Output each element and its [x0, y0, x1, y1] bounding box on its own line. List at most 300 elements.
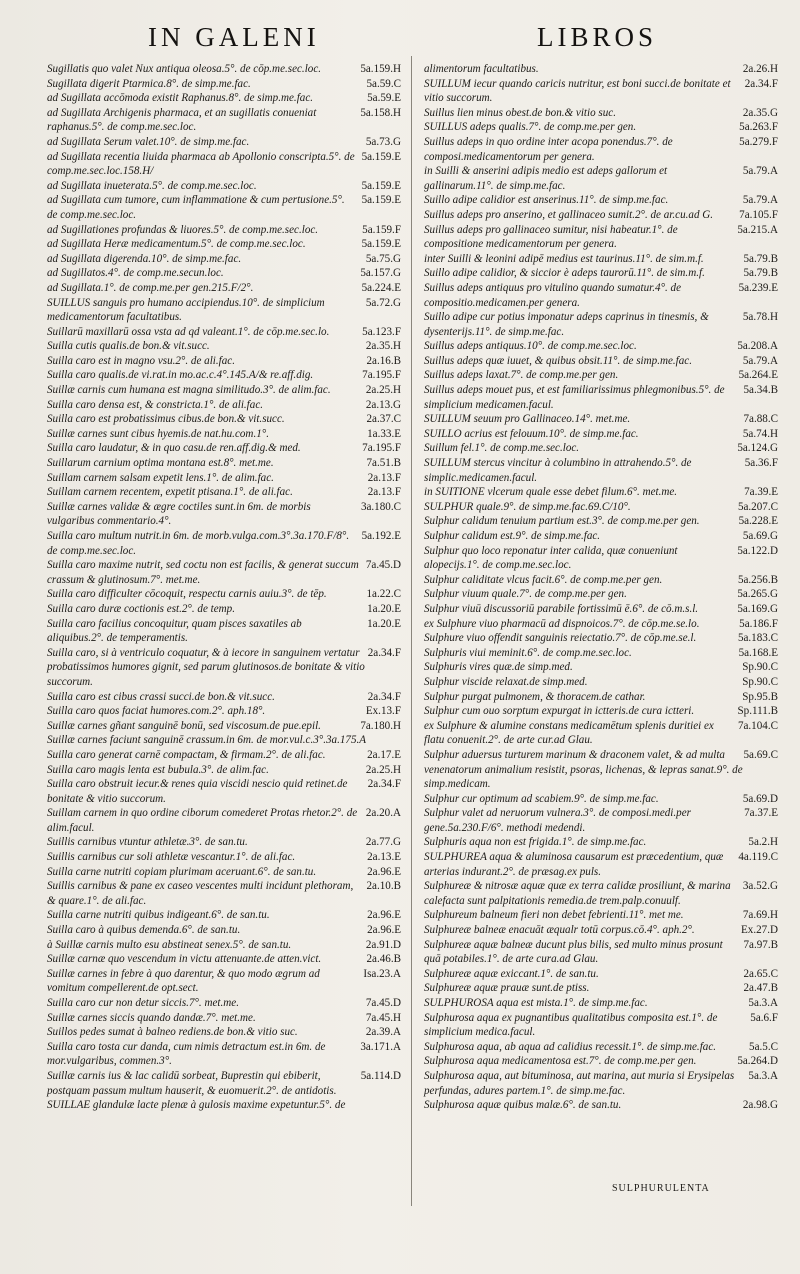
index-entry: [47, 923, 405, 938]
index-entry: [47, 368, 405, 383]
index-entry-reference: 5a.72.G: [365, 296, 401, 309]
index-entry: [424, 646, 782, 661]
index-entry-text: Suilla caro laudatur, & in quo casu.de ren.aff.dig.& med.: [47, 442, 301, 455]
header-left: IN GALENI: [148, 22, 320, 52]
index-entry-text: Suillis carnibus cur soli athletæ vescantur.1°. de ali.fac.: [47, 851, 296, 864]
index-entry-text: SUILLO acrius est felouum.10°. de simp.me.fac.: [424, 427, 639, 440]
index-entry: [424, 310, 782, 339]
index-entry-reference: 5a.6.F: [750, 1011, 778, 1024]
index-entry-text: ad Sugillata Serum valet.10°. de simp.me.fac.: [47, 135, 250, 148]
index-entry: [47, 237, 405, 252]
index-entry-reference: 5a.69.D: [742, 792, 778, 805]
index-entry-text: ad Sugillata.1°. de comp.me.per gen.215.F/2°.: [47, 281, 254, 294]
index-entry-reference: Sp.90.C: [742, 661, 778, 674]
index-entry-reference: 2a.46.B: [366, 953, 401, 966]
index-entry-reference: 1a.33.E: [367, 427, 401, 440]
index-entry-reference: 1a.20.E: [367, 602, 401, 615]
index-entry-reference: 5a.264.D: [737, 1055, 778, 1068]
index-entry: [424, 792, 782, 807]
index-entry-reference: 5a.124.G: [737, 442, 778, 455]
index-entry: [47, 748, 405, 763]
index-entry-reference: 5a.75.G: [365, 252, 401, 265]
index-entry-reference: 2a.39.A: [365, 1026, 401, 1039]
index-entry: [424, 106, 782, 121]
index-entry-reference: 7a.97.B: [743, 938, 778, 951]
index-entry-reference: 7a.69.H: [742, 909, 778, 922]
index-entry: [47, 266, 405, 281]
index-entry: [424, 1011, 782, 1040]
index-entry-reference: 2a.34.F: [367, 690, 401, 703]
index-entry-reference: 2a.10.B: [366, 880, 401, 893]
index-entry-reference: 2a.34.F: [744, 77, 778, 90]
index-entry-reference: 5a.264.E: [738, 369, 778, 382]
index-entry: [47, 835, 405, 850]
index-entry: [424, 77, 782, 106]
index-entry-reference: 5a.159.E: [361, 194, 401, 207]
index-entry-text: Suilla caro est in magno vsu.2°. de ali.fac.: [47, 354, 235, 367]
index-entry-text: ad Sugillata accōmoda existit Raphanus.8°. de simp.me.fac.: [47, 92, 314, 105]
index-entry-text: Suillæ carnes validæ & ægre coctiles sunt.in 6m. de morbis vulgaribus commentario.4°.: [47, 500, 311, 528]
index-entry: [424, 354, 782, 369]
index-entry-reference: Ex.27.D: [741, 924, 778, 937]
index-column-left: [47, 62, 405, 1113]
index-entry-reference: 7a.39.E: [744, 486, 778, 499]
index-entry-text: SULPHUREA aqua & aluminosa causarum est præcedentium, quæ arterias indurant.2°. de præsag.ex puls.: [424, 851, 724, 878]
index-entry-text: ex Sulphure viuo pharmacū ad dispnoicos.7°. de cōp.me.se.lo.: [424, 617, 700, 630]
index-entry: [47, 952, 405, 967]
index-entry-reference: 2a.34.F: [367, 778, 401, 791]
index-entry: [47, 106, 405, 135]
index-entry-reference: 7a.45.H: [365, 1011, 401, 1024]
index-entry-text: Suilla carne nutriti copiam plurimam aceruant.6°. de san.tu.: [47, 865, 317, 878]
index-entry: [47, 865, 405, 880]
index-entry: [424, 617, 782, 632]
index-entry-reference: 5a.3.A: [748, 997, 778, 1009]
index-entry: [47, 617, 405, 646]
index-entry-text: Sulphur viscide relaxat.de simp.med.: [424, 675, 588, 688]
index-entry: [424, 675, 782, 690]
index-entry-reference: 2a.16.B: [366, 354, 401, 367]
index-entry-reference: 2a.65.C: [743, 967, 778, 980]
index-entry: [47, 135, 405, 150]
index-entry-reference: 2a.17.E: [367, 748, 401, 761]
column-divider: [411, 56, 412, 1206]
index-entry-text: Sulphuris vires quæ.de simp.med.: [424, 661, 573, 674]
index-entry-text: Sulphur caliditate vlcus facit.6°. de comp.me.per gen.: [424, 573, 663, 586]
index-entry: [424, 967, 782, 982]
index-entry-text: Suillus adeps quæ iuuet, & quibus obsit.11°. de simp.me.fac.: [424, 354, 693, 367]
index-entry-text: Suillæ carnis cum humana est magna similitudo.3°. de alim.fac.: [47, 384, 331, 397]
index-entry-reference: 5a.79.B: [743, 252, 778, 265]
index-entry-text: Sulphur purgat pulmonem, & thoracem.de cathar.: [424, 690, 646, 703]
index-entry: [47, 996, 405, 1011]
index-entry-text: Suillus adeps mouet pus, et est familiarissimus phlegmonibus.5°. de simplicium medicamen.facul.: [424, 384, 725, 411]
index-entry-text: Sulphur viuū discussoriū parabile fortissimū ē.6°. de cō.m.s.l.: [424, 602, 699, 615]
index-entry-reference: 3a.180.C: [360, 500, 401, 513]
index-entry-reference: 2a.20.A: [365, 807, 401, 820]
index-entry-text: Suillæ carnæ quo vescendum in victu attenuante.de atten.vict.: [47, 953, 322, 966]
index-entry-reference: 5a.69.C: [743, 748, 778, 761]
index-entry-reference: 5a.263.F: [739, 121, 778, 134]
index-entry-text: ad Sugillata cum tumore, cum inflammatione & cum pertusione.5°. de comp.me.sec.loc.: [47, 194, 345, 221]
index-entry: [47, 1040, 405, 1069]
index-entry-reference: 2a.47.B: [743, 982, 778, 995]
index-entry: [47, 558, 405, 587]
index-entry-text: Sulphur cur optimum ad scabiem.9°. de simp.me.fac.: [424, 792, 659, 805]
index-entry-text: Suillæ carnes faciunt sanguinē crassum.in 6m. de mor.vul.c.3°.3a.175.A: [47, 734, 367, 747]
index-entry: [47, 763, 405, 778]
index-entry-text: Suilla caro difficulter cōcoquit, respectu carnis auiu.3°. de tēp.: [47, 588, 327, 601]
index-entry-reference: 5a.169.G: [737, 602, 778, 615]
index-entry-reference: 5a.73.G: [365, 135, 401, 148]
index-entry: [424, 806, 782, 835]
index-entry-text: Suillus adeps antiquus.10°. de comp.me.sec.loc.: [424, 340, 637, 353]
index-entry-text: Sulphur calidum est.9°. de simp.me.fac.: [424, 530, 601, 542]
index-entry: [47, 646, 405, 690]
index-entry: [424, 281, 782, 310]
index-entry-text: Suillus adeps laxat.7°. de comp.me.per gen.: [424, 369, 619, 382]
index-entry-text: ad Sugillata digerenda.10°. de simp.me.fac.: [47, 252, 242, 265]
index-entry-text: ad Sugillata Archigenis pharmaca, et an sugillatis conueniat raphanus.5°. de comp.me.sec.loc.: [47, 106, 317, 134]
index-entry-reference: 5a.279.F: [739, 135, 778, 148]
index-entry-text: Sulphureæ aquæ prauæ sunt.de ptiss.: [424, 982, 590, 995]
header-right: LIBROS: [537, 22, 658, 52]
index-entry: [47, 471, 405, 486]
index-entry: [424, 879, 782, 908]
index-entry-reference: 7a.37.E: [744, 807, 778, 820]
index-entry: [424, 1040, 782, 1055]
index-entry-text: Suilla caro, si à ventriculo coquatur, & à iecore in sanguinem vertatur probatissimos humores gignit, sed parum glutinosos.de bonitate & vitio succorum.: [47, 646, 365, 688]
index-entry-reference: 5a.78.H: [742, 311, 778, 324]
index-entry: [47, 325, 405, 340]
index-entry-reference: 1a.20.E: [367, 617, 401, 630]
index-entry: [424, 690, 782, 705]
index-entry-text: SULPHUROSA aqua est mista.1°. de simp.me.fac.: [424, 997, 648, 1009]
index-entry: [47, 193, 405, 222]
index-entry-text: SUILLUM iecur quando caricis nutritur, est boni succi.de bonitate et vitio succorum.: [424, 77, 731, 105]
index-entry-text: Suillus adeps in quo ordine inter acopa ponendus.7°. de composi.medicamentorum per genera.: [424, 135, 673, 163]
index-entry-reference: 2a.25.H: [365, 763, 401, 776]
index-entry-reference: 5a.5.C: [749, 1040, 778, 1053]
index-entry-reference: 2a.13.G: [365, 398, 401, 411]
index-entry-reference: 5a.183.C: [737, 632, 778, 645]
index-entry-reference: 5a.192.E: [361, 530, 401, 542]
index-entry: [424, 544, 782, 573]
index-entry-text: Suilla caro qualis.de vi.rat.in mo.ac.c.4°.145.A/& re.aff.dig.: [47, 369, 314, 382]
index-entry-reference: 5a.79.B: [743, 267, 778, 280]
index-entry-reference: Sp.90.C: [742, 675, 778, 688]
index-entry-text: Suillo adipe cur potius imponatur adeps caprinus in tinesmis, & dysenterijs.11°. de simp.me.fac.: [424, 311, 709, 338]
index-entry-reference: 5a.36.F: [744, 457, 778, 470]
index-entry-text: alimentorum facultatibus.: [424, 63, 539, 75]
index-entry-reference: 5a.159.E: [361, 179, 401, 192]
index-entry-reference: 5a.79.A: [742, 165, 778, 178]
index-entry-text: Sugillata digerit Ptarmica.8°. de simp.me.fac.: [47, 77, 251, 90]
index-entry-reference: 3a.171.A: [360, 1040, 401, 1053]
index-entry-reference: 5a.159.E: [361, 150, 401, 163]
index-entry: [424, 908, 782, 923]
index-entry: [47, 150, 405, 179]
index-entry-text: Suilla caro à quibus demenda.6°. de san.tu.: [47, 924, 241, 937]
index-entry-text: Suillæ carnis ius & lac calidū sorbeat, Buprestin qui ebiberit, postquam passum multum hauserit, & euomuerit.2°. de antidotis.: [47, 1069, 337, 1097]
index-entry: [47, 704, 405, 719]
index-entry: [424, 266, 782, 281]
index-entry: [424, 631, 782, 646]
index-entry: [424, 704, 782, 719]
index-entry-text: Suillum fel.1°. de comp.me.sec.loc.: [424, 442, 580, 455]
index-entry-reference: 5a.59.C: [366, 77, 401, 90]
index-entry: [424, 412, 782, 427]
index-entry-reference: 2a.35.H: [365, 340, 401, 353]
index-entry-reference: 5a.239.E: [738, 281, 778, 294]
index-entry-reference: 5a.256.B: [737, 573, 778, 586]
index-entry: [424, 587, 782, 602]
index-entry: [424, 529, 782, 544]
index-entry-reference: 7a.195.F: [362, 442, 401, 455]
index-entry-text: in Suilli & anserini adipis medio est adeps gallorum et gallinarum.11°. de simp.me.fac.: [424, 165, 668, 192]
index-entry: [47, 967, 405, 996]
index-entry-reference: Sp.95.B: [742, 690, 778, 703]
index-entry-text: Sulphurosa aqua medicamentosa est.7°. de comp.me.per gen.: [424, 1055, 697, 1068]
index-entry: [424, 368, 782, 383]
index-entry-text: ad Sugillata recentia liuida pharmaca ab Apollonio conscripta.5°. de comp.me.sec.loc.158.H/: [47, 150, 355, 178]
index-entry-reference: 2a.34.F: [367, 646, 401, 659]
index-entry-reference: 5a.74.H: [742, 427, 778, 440]
index-entry: [424, 223, 782, 252]
index-entry-text: SUILLUM stercus vincitur à columbino in attrahendo.5°. de simplic.medicamen.facul.: [424, 457, 692, 484]
index-entry-reference: 5a.34.B: [743, 384, 778, 397]
index-entry: [47, 500, 405, 529]
index-entry: [424, 938, 782, 967]
index-entry: [424, 573, 782, 588]
index-entry-reference: 2a.37.C: [366, 413, 401, 426]
index-entry: [424, 602, 782, 617]
index-entry-reference: 5a.79.A: [742, 354, 778, 367]
index-entry-reference: 5a.59.E: [367, 92, 401, 105]
index-entry-text: Sulphur aduersus turturem marinum & draconem valet, & ad multa venenatorum animalium resistit, psoras, lichenas, & lepras sanat.9°. de simp.medicam.: [424, 748, 743, 791]
index-entry-reference: 1a.22.C: [366, 588, 401, 601]
index-entry-reference: 2a.13.F: [367, 486, 401, 499]
index-entry: [47, 77, 405, 92]
index-entry-reference: 5a.265.G: [737, 588, 778, 601]
index-entry-text: Suillus adeps antiquus pro vitulino quando sumatur.4°. de compositio.medicamen.per genera.: [424, 281, 682, 309]
index-entry: [424, 500, 782, 515]
index-entry-reference: 7a.180.H: [360, 719, 401, 732]
index-entry: [47, 427, 405, 442]
index-entry: [424, 719, 782, 748]
index-entry-text: à Suillæ carnis multo esu abstineat senex.5°. de san.tu.: [47, 938, 292, 951]
index-entry-reference: 2a.96.E: [367, 865, 401, 878]
index-entry-reference: 7a.195.F: [362, 369, 401, 382]
index-entry-reference: 5a.114.D: [360, 1069, 401, 1082]
index-entry: [424, 660, 782, 675]
index-entry-text: ad Sugillatos.4°. de comp.me.secun.loc.: [47, 267, 224, 280]
index-entry: [47, 777, 405, 806]
index-entry-text: Suillis carnibus vtuntur athletæ.3°. de san.tu.: [47, 836, 248, 849]
index-entry-text: SULPHUR quale.9°. de simp.me.fac.69.C/10°.: [424, 500, 631, 513]
index-entry-reference: 2a.91.D: [365, 938, 401, 951]
index-entry-reference: 5a.79.A: [742, 194, 778, 207]
index-entry-reference: Sp.111.B: [737, 705, 778, 718]
index-entry: [47, 91, 405, 106]
index-entry-reference: 5a.2.H: [748, 836, 778, 849]
index-entry: [47, 806, 405, 835]
index-entry-text: Suillarū maxillarū ossa vsta ad qd valeant.1°. de cōp.me.sec.lo.: [47, 325, 330, 338]
index-entry-text: Suilla caro facilius concoquitur, quam pisces saxatiles ab aliquibus.2°. de temperamentis.: [47, 617, 302, 645]
catchword: SULPHURULENTA: [612, 1183, 710, 1194]
index-entry-reference: 5a.3.A: [748, 1069, 778, 1082]
index-entry-text: SUILLAE glandulæ lacte plenæ à gulosis maxime expetuntur.5°. de: [47, 1099, 346, 1112]
index-entry-text: Sugillatis quo valet Nux antiqua oleosa.5°. de cōp.me.sec.loc.: [47, 63, 322, 75]
index-entry-text: Suilla carne nutriti quibus indigeant.6°. de san.tu.: [47, 909, 270, 922]
index-entry: [47, 850, 405, 865]
index-entry-text: Suillam carnem in quo ordine ciborum comederet Protas rhetor.2°. de alim.facul.: [47, 807, 358, 834]
index-entry: [47, 938, 405, 953]
index-entry-reference: 2a.35.G: [742, 106, 778, 119]
index-entry-text: Suilla caro obstruit iecur.& renes quia viscidi nescio quid retinet.de bonitate & vitio succorum.: [47, 778, 348, 805]
index-entry-reference: 5a.207.C: [737, 500, 778, 513]
index-entry: [424, 252, 782, 267]
index-entry-reference: 5a.159.E: [361, 238, 401, 251]
index-entry-reference: 2a.77.G: [365, 836, 401, 849]
index-entry: [47, 1025, 405, 1040]
index-entry: [47, 587, 405, 602]
index-entry-text: Sulphuris aqua non est frigida.1°. de simp.me.fac.: [424, 836, 647, 849]
index-entry-text: Suillæ carnes in febre à quo darentur, & quo modo ægrum ad vomitum compellerent.de opt.sect.: [47, 967, 320, 995]
index-entry-text: Suilla caro est cibus crassi succi.de bon.& vit.succ.: [47, 690, 275, 703]
index-entry-text: ad Sugillata Heræ medicamentum.5°. de comp.me.sec.loc.: [47, 238, 306, 251]
index-entry: [47, 252, 405, 267]
index-entry-text: Suillo adipe calidior est anserinus.11°. de simp.me.fac.: [424, 194, 669, 207]
index-entry: [424, 835, 782, 850]
index-entry: [424, 135, 782, 164]
index-entry-reference: 7a.105.F: [739, 208, 778, 221]
index-entry-text: SUILLUM seuum pro Gallinaceo.14°. met.me.: [424, 413, 631, 426]
index-entry-text: Sulphur viuum quale.7°. de comp.me.per gen.: [424, 588, 627, 601]
index-entry-reference: 5a.186.F: [739, 617, 778, 630]
index-entry: [424, 514, 782, 529]
index-entry: [47, 1098, 405, 1113]
index-entry: [424, 1069, 782, 1098]
index-entry-reference: 5a.69.G: [742, 530, 778, 542]
index-entry-text: Suilla cutis qualis.de bon.& vit.succ.: [47, 340, 210, 353]
index-entry-text: Suillarum carnium optima montana est.8°. met.me.: [47, 457, 274, 470]
index-column-right: [424, 62, 782, 1113]
index-entry-reference: 4a.119.C: [738, 851, 778, 864]
index-entry-text: in SUITIONE vlcerum quale esse debet filum.6°. met.me.: [424, 486, 678, 499]
index-entry-text: SUILLUS adeps qualis.7°. de comp.me.per gen.: [424, 121, 637, 134]
index-entry-reference: 5a.159.F: [362, 223, 401, 236]
index-entry-reference: 7a.45.D: [365, 997, 401, 1009]
index-entry: [47, 879, 405, 908]
index-entry-text: Suilla caro densa est, & constricta.1°. de ali.fac.: [47, 398, 264, 411]
index-entry: [47, 62, 405, 77]
index-entry: [424, 456, 782, 485]
index-entry-reference: 5a.159.H: [360, 63, 401, 75]
index-entry-text: Suilla caro maxime nutrit, sed coctu non est facilis, & generat succum crassum & glutinosum.7°. met.me.: [47, 559, 359, 586]
index-entry-text: Suilla caro cur non detur siccis.7°. met.me.: [47, 997, 239, 1009]
index-entry-reference: 2a.25.H: [365, 384, 401, 397]
index-entry-text: Suilla caro est probatissimus cibus.de bon.& vit.succ.: [47, 413, 285, 426]
index-entry: [424, 62, 782, 77]
index-entry-text: Sulphur valet ad neruorum vulnera.3°. de composi.medi.per gene.5a.230.F/6°. methodi medendi.: [424, 807, 691, 834]
index-entry-reference: 5a.168.E: [738, 646, 778, 659]
index-entry-text: Suillus adeps pro anserino, et gallinaceo sumit.2°. de ar.cu.ad G.: [424, 208, 714, 221]
index-entry-text: Sulphureum balneum fieri non debet febrienti.11°. met me.: [424, 909, 684, 922]
index-entry-reference: 5a.228.E: [738, 515, 778, 528]
index-entry-text: Suillo adipe calidior, & siccior è adeps taurorū.11°. de sim.m.f.: [424, 267, 705, 280]
index-entry-reference: 5a.224.E: [361, 281, 401, 294]
index-entry-text: Suillæ carnes siccis quando dandæ.7°. met.me.: [47, 1011, 256, 1024]
index-entry-reference: 5a.123.F: [362, 325, 401, 338]
index-entry: [424, 193, 782, 208]
index-entry: [424, 850, 782, 879]
index-entry: [47, 733, 405, 748]
index-entry-text: Suilla caro multum nutrit.in 6m. de morb.vulga.com.3°.3a.170.F/8°. de comp.me.sec.loc.: [47, 530, 350, 557]
index-entry-text: Suilla caro generat carnē compactam, & firmam.2°. de ali.fac.: [47, 748, 326, 761]
index-entry-reference: Isa.23.A: [363, 967, 401, 980]
index-entry: [47, 179, 405, 194]
index-entry-text: Sulphur cum ouo sorptum expurgat in ictteris.de cura ictteri.: [424, 705, 695, 718]
index-entry: [424, 1098, 782, 1113]
index-entry: [47, 339, 405, 354]
index-entry-text: Suillus lien minus obest.de bon.& vitio suc.: [424, 106, 616, 119]
index-entry-text: Suillam carnem salsam expetit lens.1°. de alim.fac.: [47, 471, 274, 484]
index-entry-text: Sulphur quo loco reponatur inter calida, quæ conueniunt alopecijs.1°. de comp.me.sec.loc.: [424, 544, 678, 572]
index-entry-text: Sulphureæ & nitrosæ aquæ quæ ex terra calidæ prosiliunt, & marina calefacta sunt palpitationis remedia.de trem.palp.conuulf.: [424, 880, 731, 907]
index-entry: [47, 412, 405, 427]
index-entry: [47, 529, 405, 558]
index-entry: [424, 427, 782, 442]
index-entry-text: Sulphure viuo offendit sanguinis reiectatio.7°. de cōp.me.se.l.: [424, 632, 697, 645]
index-entry-text: Sulphureæ balneæ enacuāt æqualr totū corpus.cō.4°. aph.2°.: [424, 924, 695, 937]
index-entry-text: Sulphurosa aqua, ab aqua ad calidius recessit.1°. de simp.me.fac.: [424, 1040, 717, 1053]
index-entry: [47, 223, 405, 238]
index-entry-reference: 2a.96.E: [367, 924, 401, 937]
index-entry: [47, 354, 405, 369]
index-entry-text: Sulphurosa aqua, aut bituminosa, aut marina, aut muria si Erysipelas perfundas, adures partem.1°. de simp.me.fac.: [424, 1069, 735, 1097]
index-entry: [424, 339, 782, 354]
index-entry: [424, 485, 782, 500]
index-entry: [47, 398, 405, 413]
index-entry-text: Sulphurosa aqua ex pugnantibus qualitatibus composita est.1°. de simplicium medica.facul.: [424, 1011, 718, 1039]
index-entry-text: Sulphuris viui meminit.6°. de comp.me.sec.loc.: [424, 646, 632, 659]
index-entry-reference: 5a.208.A: [737, 340, 778, 353]
index-entry-reference: Ex.13.F: [365, 705, 401, 718]
index-entry: [47, 602, 405, 617]
index-entry-reference: 5a.157.G: [360, 267, 401, 280]
index-entry-text: Suillæ carnes gñant sanguinē bonū, sed viscosum.de pue.epil.: [47, 719, 321, 732]
index-entry: [424, 996, 782, 1011]
index-entry: [47, 296, 405, 325]
index-entry: [47, 719, 405, 734]
index-entry-text: ad Sugillata inueterata.5°. de comp.me.sec.loc.: [47, 179, 257, 192]
index-entry-text: Suillos pedes sumat à balneo rediens.de bon.& vitio suc.: [47, 1026, 298, 1039]
index-entry: [47, 383, 405, 398]
index-entry-text: SUILLUS sanguis pro humano accipiendus.10°. de simplicium medicamentorum facultatibus.: [47, 296, 325, 324]
index-entry-text: Suillis carnibus & pane ex caseo vescentes multi incidunt plethoram, & quare.1°. de ali.fac.: [47, 880, 354, 907]
index-entry-text: ad Sugillationes profundas & liuores.5°. de comp.me.sec.loc.: [47, 223, 319, 236]
index-entry-reference: 2a.13.F: [367, 471, 401, 484]
running-header: [0, 14, 800, 54]
index-entry-text: ex Sulphure & alumine constans medicamētum splenis duritiei ex flatu conuenit.2°. de arte cur.ad Glau.: [424, 719, 714, 747]
index-entry-text: Sulphureæ aquæ balneæ ducunt plus bilis, sed multo minus prosunt quā potabiles.1°. de arte cura.ad Glau.: [424, 938, 723, 966]
index-entry-text: Suilla caro magis lenta est bubula.3°. de alim.fac.: [47, 763, 269, 776]
index-entry-reference: 5a.122.D: [737, 544, 778, 557]
index-entry-text: Suillus adeps pro gallinaceo sumitur, nisi habeatur.1°. de compositione medicamentorum per genera.: [424, 223, 678, 251]
index-entry-text: Sulphureæ aquæ exiccant.1°. de san.tu.: [424, 967, 599, 980]
index-entry-text: Suillam carnem recentem, expetit ptisana.1°. de ali.fac.: [47, 486, 293, 499]
